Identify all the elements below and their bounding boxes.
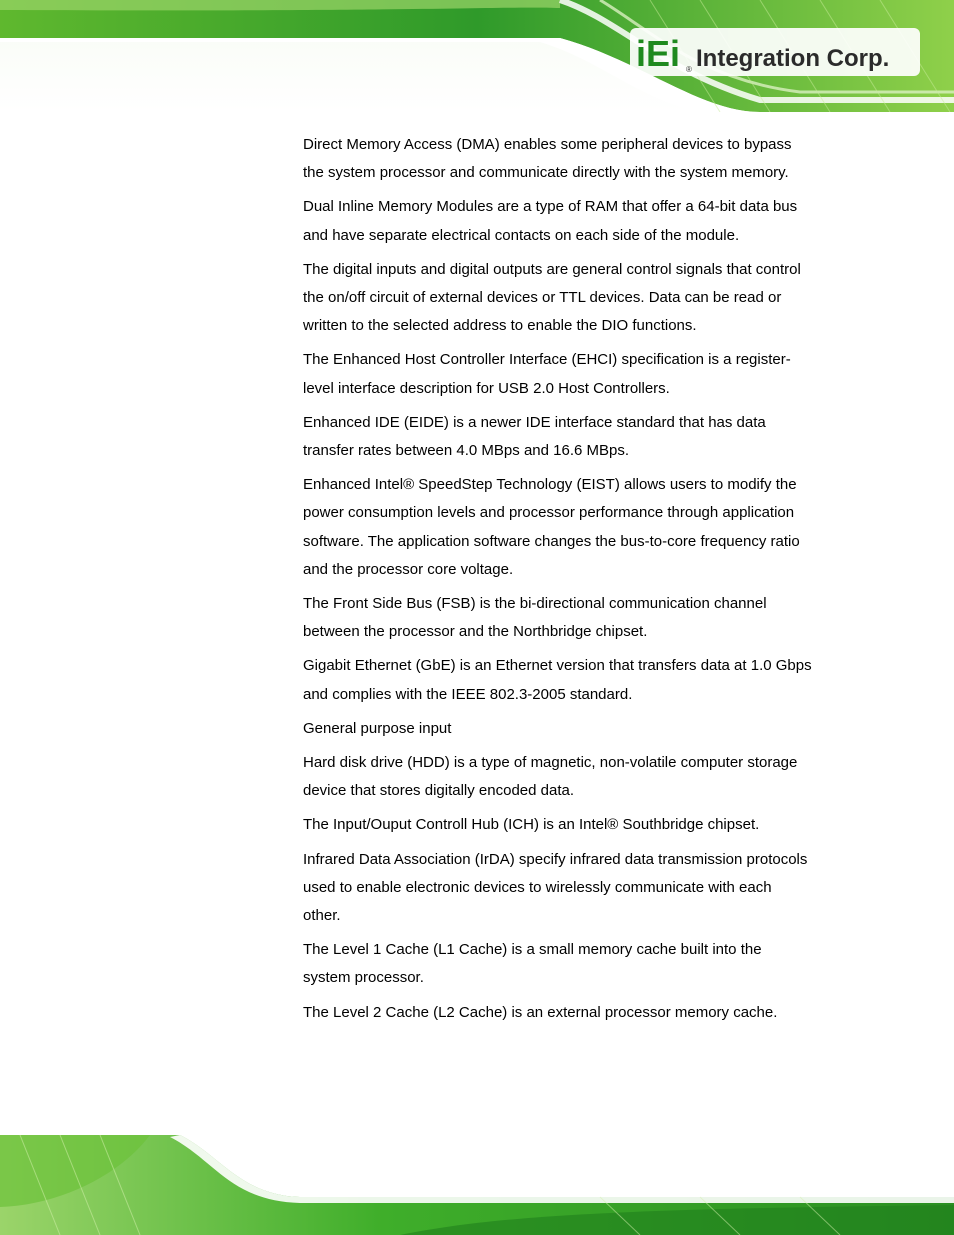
glossary-entry-dimm: Dual Inline Memory Modules are a type of RAM that offer a 64-bit data bus and have separate electrical contacts on each side of the module. (303, 198, 798, 244)
glossary-list (303, 131, 813, 1033)
glossary-entry-l2-cache: The Level 2 Cache (L2 Cache) is an external processor memory cache. (303, 1003, 778, 1021)
glossary-entry-ehci: The Enhanced Host Controller Interface (EHCI) specification is a register-level interface description for USB 2.0 Host Controllers. (303, 351, 791, 397)
glossary-entry-eist: Enhanced Intel® SpeedStep Technology (EIST) allows users to modify the power consumption levels and processor performance through application software. The application software changes the bus-to-core frequency ratio and the processor core voltage. (303, 476, 800, 578)
glossary-entry-l1-cache: The Level 1 Cache (L1 Cache) is a small memory cache built into the system processor. (303, 941, 762, 987)
glossary-entry-gbe: Gigabit Ethernet (GbE) is an Ethernet version that transfers data at 1.0 Gbps and complies with the IEEE 802.3-2005 standard. (303, 657, 812, 703)
footer-banner (0, 1135, 954, 1235)
glossary-entry-dio: The digital inputs and digital outputs are general control signals that control the on/off circuit of external devices or TTL devices. Data can be read or written to the selected address to enable the DIO functions. (303, 260, 801, 335)
glossary-entry-ich: The Input/Ouput Controll Hub (ICH) is an Intel® Southbridge chipset. (303, 816, 760, 834)
glossary-entry-fsb: The Front Side Bus (FSB) is the bi-directional communication channel between the processor and the Northbridge chipset. (303, 595, 767, 641)
svg-text:®: ® (686, 65, 692, 74)
glossary-entry-eide: Enhanced IDE (EIDE) is a newer IDE interface standard that has data transfer rates between 4.0 MBps and 16.6 MBps. (303, 413, 766, 460)
glossary-entry-irda: Infrared Data Association (IrDA) specify infrared data transmission protocols used to enable electronic devices to wirelessly communicate with each other. (303, 850, 808, 925)
svg-text:iEi: iEi (636, 33, 681, 74)
svg-text:Integration Corp.: Integration Corp. (696, 45, 890, 72)
glossary-entry-dma: Direct Memory Access (DMA) enables some peripheral devices to bypass the system processor and communicate directly with the system memory. (303, 136, 792, 182)
glossary-entry-hdd: Hard disk drive (HDD) is a type of magnetic, non-volatile computer storage device that stores digitally encoded data. (303, 754, 798, 800)
company-logo (630, 28, 920, 76)
glossary-entry-gpi: General purpose input (303, 719, 452, 737)
